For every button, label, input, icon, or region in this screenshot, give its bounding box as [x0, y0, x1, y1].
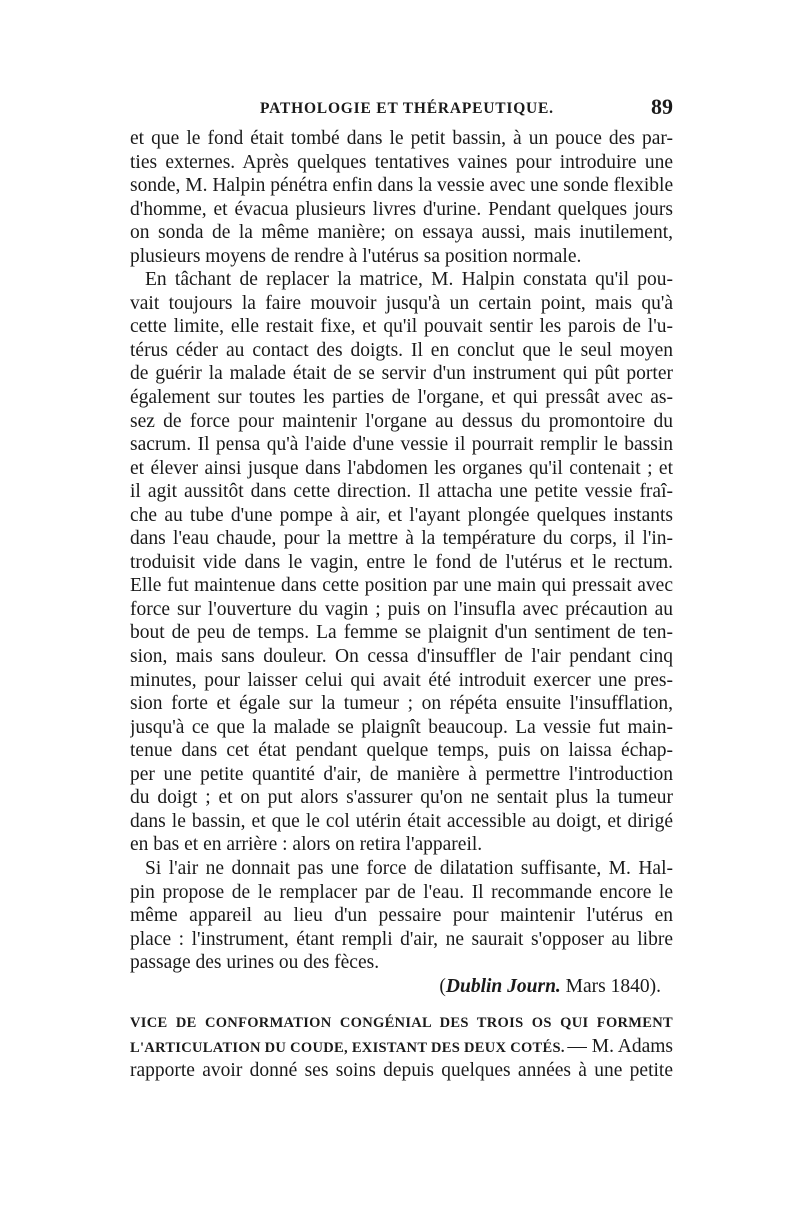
text-line: place : l'instrument, étant rempli d'air, ne saurait s'opposer au libre: [130, 928, 673, 950]
running-title: PATHOLOGIE ET THÉRAPEUTIQUE.: [260, 100, 554, 117]
text-line: et élever ainsi jusque dans l'abdomen les organes qu'il contenait ; et: [130, 457, 673, 479]
text-line: tenue dans cet état pendant quelque temps, puis on laissa échap-: [130, 740, 673, 762]
text-line: pin propose de le remplacer par de l'eau. Il recommande encore le: [130, 881, 673, 903]
text-line: cette limite, elle restait fixe, et qu'il pouvait sentir les parois de l'u-: [130, 316, 673, 338]
text-line: vait toujours la faire mouvoir jusqu'à un certain point, mais qu'à: [130, 292, 673, 314]
page-number: 89: [651, 94, 673, 119]
text-line: bout de peu de temps. La femme se plaignit d'un sentiment de ten-: [130, 622, 673, 644]
text-line: dans le bassin, et que le col utérin était accessible au doigt, et dirigé: [130, 810, 673, 832]
text-line: En tâchant de replacer la matrice, M. Halpin constata qu'il pou-: [145, 269, 673, 291]
paragraph-3: [130, 857, 673, 975]
section-elbow-malformation: [130, 1011, 673, 1083]
text-line: plusieurs moyens de rendre à l'utérus sa position normale.: [130, 245, 582, 267]
text-line: d'homme, et évacua plusieurs livres d'urine. Pendant quelques jours: [130, 198, 673, 220]
text-line: ties externes. Après quelques tentatives vaines pour introduire une: [130, 151, 673, 173]
text-line: rapporte avoir donné ses soins depuis quelques années à une petite: [130, 1060, 673, 1082]
text-line: de guérir la malade était de se servir d'un instrument qui pût porter: [130, 363, 673, 385]
text-line: minutes, pour laisser celui qui avait été introduit exercer une pres-: [130, 669, 673, 691]
paragraph-1: [130, 127, 673, 268]
text-line: il agit aussitôt dans cette direction. Il attacha une petite vessie fraî-: [130, 481, 673, 503]
citation-date: Mars 1840).: [565, 975, 661, 997]
text-line: du doigt ; et on put alors s'assurer qu'on ne sentait plus la tumeur: [130, 787, 673, 809]
section-heading: VICE DE CONFORMATION CONGÉNIAL DES TROIS OS QUI FORMENT: [130, 1015, 673, 1032]
citation: [130, 975, 673, 999]
section-text-start: — M. Adams: [567, 1036, 673, 1058]
citation-open: (: [439, 975, 446, 997]
paragraph-2: [130, 268, 673, 857]
section-spacer: [130, 998, 673, 1011]
text-line: jusqu'à ce que la malade se plaignît beaucoup. La vessie fut main-: [130, 716, 673, 738]
body-text: [130, 127, 673, 1083]
text-line: sion, mais sans douleur. On cessa d'insuffler de l'air pendant cinq: [130, 646, 673, 668]
text-line: Si l'air ne donnait pas une force de dilatation suffisante, M. Hal-: [145, 857, 673, 879]
running-head: [130, 94, 673, 124]
text-line: dans l'eau chaude, pour la mettre à la température du corps, il l'in-: [130, 528, 673, 550]
text-line: et que le fond était tombé dans le petit bassin, à un pouce des par-: [130, 128, 673, 149]
text-line: également sur toutes les parties de l'organe, et qui pressât avec as-: [130, 387, 673, 409]
text-line: che au tube d'une pompe à air, et l'ayant plongée quelques instants: [130, 504, 673, 526]
text-line: sacrum. Il pensa qu'à l'aide d'une vessie il pourrait remplir le bassin: [130, 434, 673, 456]
text-line: en bas et en arrière : alors on retira l'appareil.: [130, 834, 483, 856]
text-line: per une petite quantité d'air, de manière à permettre l'introduction: [130, 763, 673, 785]
text-line: passage des urines ou des fèces.: [130, 952, 380, 974]
text-line: on sonda de la même manière; on essaya aussi, mais inutilement,: [130, 222, 673, 244]
text-line: térus céder au contact des doigts. Il en conclut que le seul moyen: [130, 339, 673, 361]
text-line: troduisit vide dans le vagin, entre le fond de l'utérus et le rectum.: [130, 551, 673, 573]
text-line: sonde, M. Halpin pénétra enfin dans la vessie avec une sonde flexible: [130, 175, 673, 197]
text-line: force sur l'ouverture du vagin ; puis on l'insufla avec précaution au: [130, 598, 673, 620]
text-line: même appareil au lieu d'un pessaire pour maintenir l'utérus en: [130, 905, 673, 927]
text-line: sion forte et égale sur la tumeur ; on répéta ensuite l'insufflation,: [130, 693, 673, 715]
section-heading-tail: L'ARTICULATION DU COUDE, EXISTANT DES DEUX COTÉS.: [130, 1040, 565, 1057]
text-line: sez de force pour maintenir l'organe au dessus du promontoire du: [130, 410, 673, 432]
section-heading-continued: [130, 1035, 673, 1059]
citation-source: Dublin Journ.: [445, 975, 561, 997]
text-line: Elle fut maintenue dans cette position par une main qui pressait avec: [130, 575, 673, 597]
